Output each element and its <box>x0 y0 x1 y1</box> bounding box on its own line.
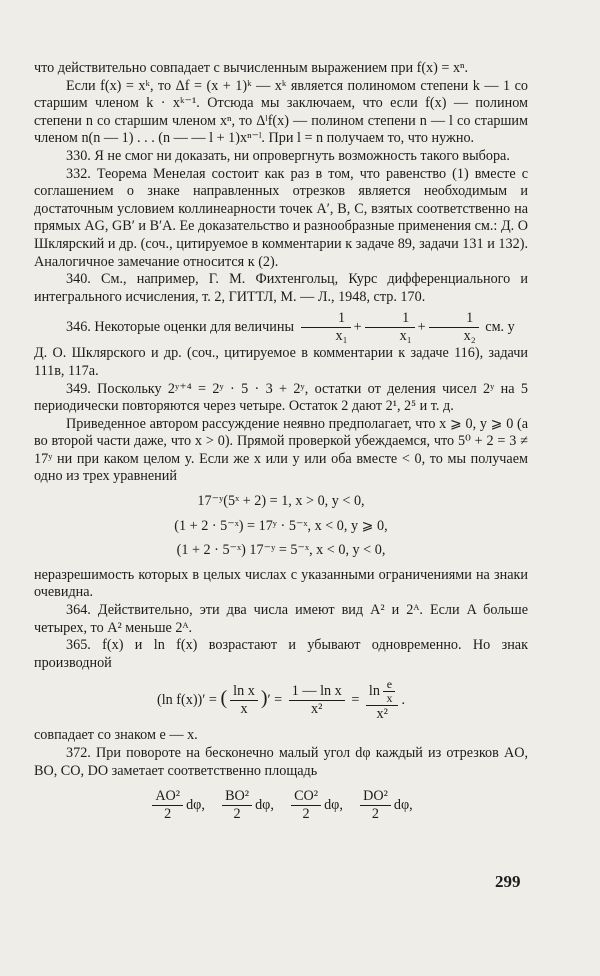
denominator: x <box>386 691 393 706</box>
text-span: см. у <box>485 319 515 336</box>
paragraph: Приведенное автором рассуждение неявно предполагает, что x ⩾ 0, y ⩾ 0 (а во второй части даже, что x > 0). Прямой проверкой убеждаемся, что 5⁰ + 2 = 3 ≠ 17ʸ ни при каком целом y. Если же x или y или оба вместе < 0, то мы получаем одно из трех уравнений <box>34 415 528 485</box>
dphi-label: dφ, <box>324 796 343 813</box>
dphi-label: dφ, <box>186 796 205 813</box>
formula-sign: ′ = <box>267 692 283 709</box>
page-text <box>34 60 528 830</box>
paragraph: Если f(x) = xᵏ, то Δf = (x + 1)ᵏ — xᵏ является полиномом степени k — 1 со старшим членом k · xᵏ⁻¹. Отсюда мы заключаем, что если f(x) — полином степени n со старшим членом xⁿ, то Δˡf(x) — полином степени n — l со старшим членом n(n — 1) . . . (n — — l + 1)xⁿ⁻ˡ. При l = n получаем то, что нужно. <box>34 77 528 147</box>
fraction <box>360 788 391 823</box>
denominator: 2 <box>302 806 310 823</box>
denominator: x² <box>311 701 323 718</box>
denominator: x₂ <box>463 328 476 345</box>
denominator: 2 <box>164 806 172 823</box>
numerator: CO² <box>291 788 321 806</box>
comment-340: 340. См., например, Г. М. Фихтенгольц, Курс дифференциального и интегрального исчисления, т. 2, ГИТТЛ, М. — Л., 1948, стр. 170. <box>34 271 528 305</box>
denominator: 2 <box>233 806 241 823</box>
numerator: 1 <box>365 310 415 328</box>
numerator: 1 <box>429 310 479 328</box>
denominator: 2 <box>371 806 380 823</box>
text-span: 346. Некоторые оценки для величины <box>66 319 294 336</box>
plus-sign: + <box>353 319 362 336</box>
fraction <box>230 683 258 718</box>
equation-2: (1 + 2 · 5⁻ˣ) = 17ʸ · 5⁻ˣ, x < 0, y ⩾ 0, <box>174 517 388 534</box>
fraction <box>291 788 321 823</box>
comment-372: 372. При повороте на бесконечно малый угол dφ каждый из отрезков AO, BO, CO, DO заметает соответственно площадь <box>34 745 528 779</box>
numerator <box>366 678 399 706</box>
plus-sign: + <box>417 319 426 336</box>
denominator: x <box>240 701 248 718</box>
numerator: 1 <box>301 310 351 328</box>
formula-sign: . <box>401 692 406 709</box>
comment-332: 332. Теорема Менелая состоит как раз в том, что равенство (1) вместе с соглашением о знаке направленных отрезков является необходимым и достаточным условием коллинеарности точек A′, B, C, взятых соответственно на прямых AG, GB′ и B′A. Ее доказательство и разнообразные применения см.: Д. О Шклярский и др. (соч., цитируемое в комментарии к задаче 89, задачи 131 и 132). Аналогичное замечание относится к (2). <box>34 165 528 270</box>
comment-349: 349. Поскольку 2ʸ⁺⁴ = 2ʸ · 5 · 3 + 2ʸ, остатки от деления чисел 2ʸ на 5 периодически повторяются через четыре. Остаток 2 дают 2¹, 2⁵ и т. д. <box>34 380 528 415</box>
paragraph: неразрешимость которых в целых числах с указанными ограничениями на знаки очевидна. <box>34 566 528 601</box>
derivative-formula: (ln f(x))′ = ( $\frac{\text{ln x}}{x}$ )′ = $\frac{\text{1 — ln x}}{\text{x²}}$ = ln $\frac{e}{x}$ x² . <box>156 677 406 723</box>
numerator: AO² <box>152 788 183 806</box>
fraction <box>366 678 399 723</box>
area-formulas <box>34 788 528 823</box>
paragraph: Д. О. Шклярского и др. (соч., цитируемое в комментарии к задаче 116), задачи 111в, 117а. <box>34 345 528 379</box>
page-number: 299 <box>495 872 521 891</box>
denominator: x₁ <box>335 328 348 345</box>
fraction <box>429 310 479 345</box>
dphi-label: dφ, <box>255 796 274 813</box>
comment-330: 330. Я не смог ни доказать, ни опровергнуть возможность такого выбора. <box>66 147 510 164</box>
fraction <box>222 788 252 823</box>
ln-label: ln <box>368 683 380 700</box>
comment-365: 365. f(x) и ln f(x) возрастают и убывают одновременно. Но знак производной <box>34 637 528 671</box>
comment-364: 364. Действительно, эти два числа имеют вид A² и 2ᴬ. Если A больше четырех, то A² меньше 2ᴬ. <box>34 602 528 636</box>
fraction <box>365 310 415 345</box>
denominator: x² <box>376 706 388 723</box>
comment-346 <box>34 310 528 345</box>
paragraph: совпадает со знаком e — x. <box>34 727 198 744</box>
numerator: BO² <box>222 788 252 806</box>
numerator: ln x <box>230 683 258 701</box>
equation-3: (1 + 2 · 5⁻ˣ) 17⁻ʸ = 5⁻ˣ, x < 0, y < 0, <box>176 542 386 559</box>
formula-lhs: (ln f(x))′ = <box>156 692 217 709</box>
fraction <box>301 310 351 345</box>
denominator: x₁ <box>399 328 412 345</box>
nested-fraction <box>383 678 395 705</box>
numerator: e <box>383 678 395 692</box>
numerator: 1 — ln x <box>289 683 345 701</box>
fraction <box>289 683 345 718</box>
formula-sign: = <box>351 692 360 709</box>
dphi-label: dφ, <box>393 796 413 813</box>
numerator: DO² <box>360 788 391 806</box>
paragraph: что действительно совпадает с вычисленным выражением при f(x) = xⁿ. <box>34 60 469 76</box>
fraction <box>152 788 183 823</box>
equation-1: 17⁻ʸ(5ˣ + 2) = 1, x > 0, y < 0, <box>197 493 365 510</box>
